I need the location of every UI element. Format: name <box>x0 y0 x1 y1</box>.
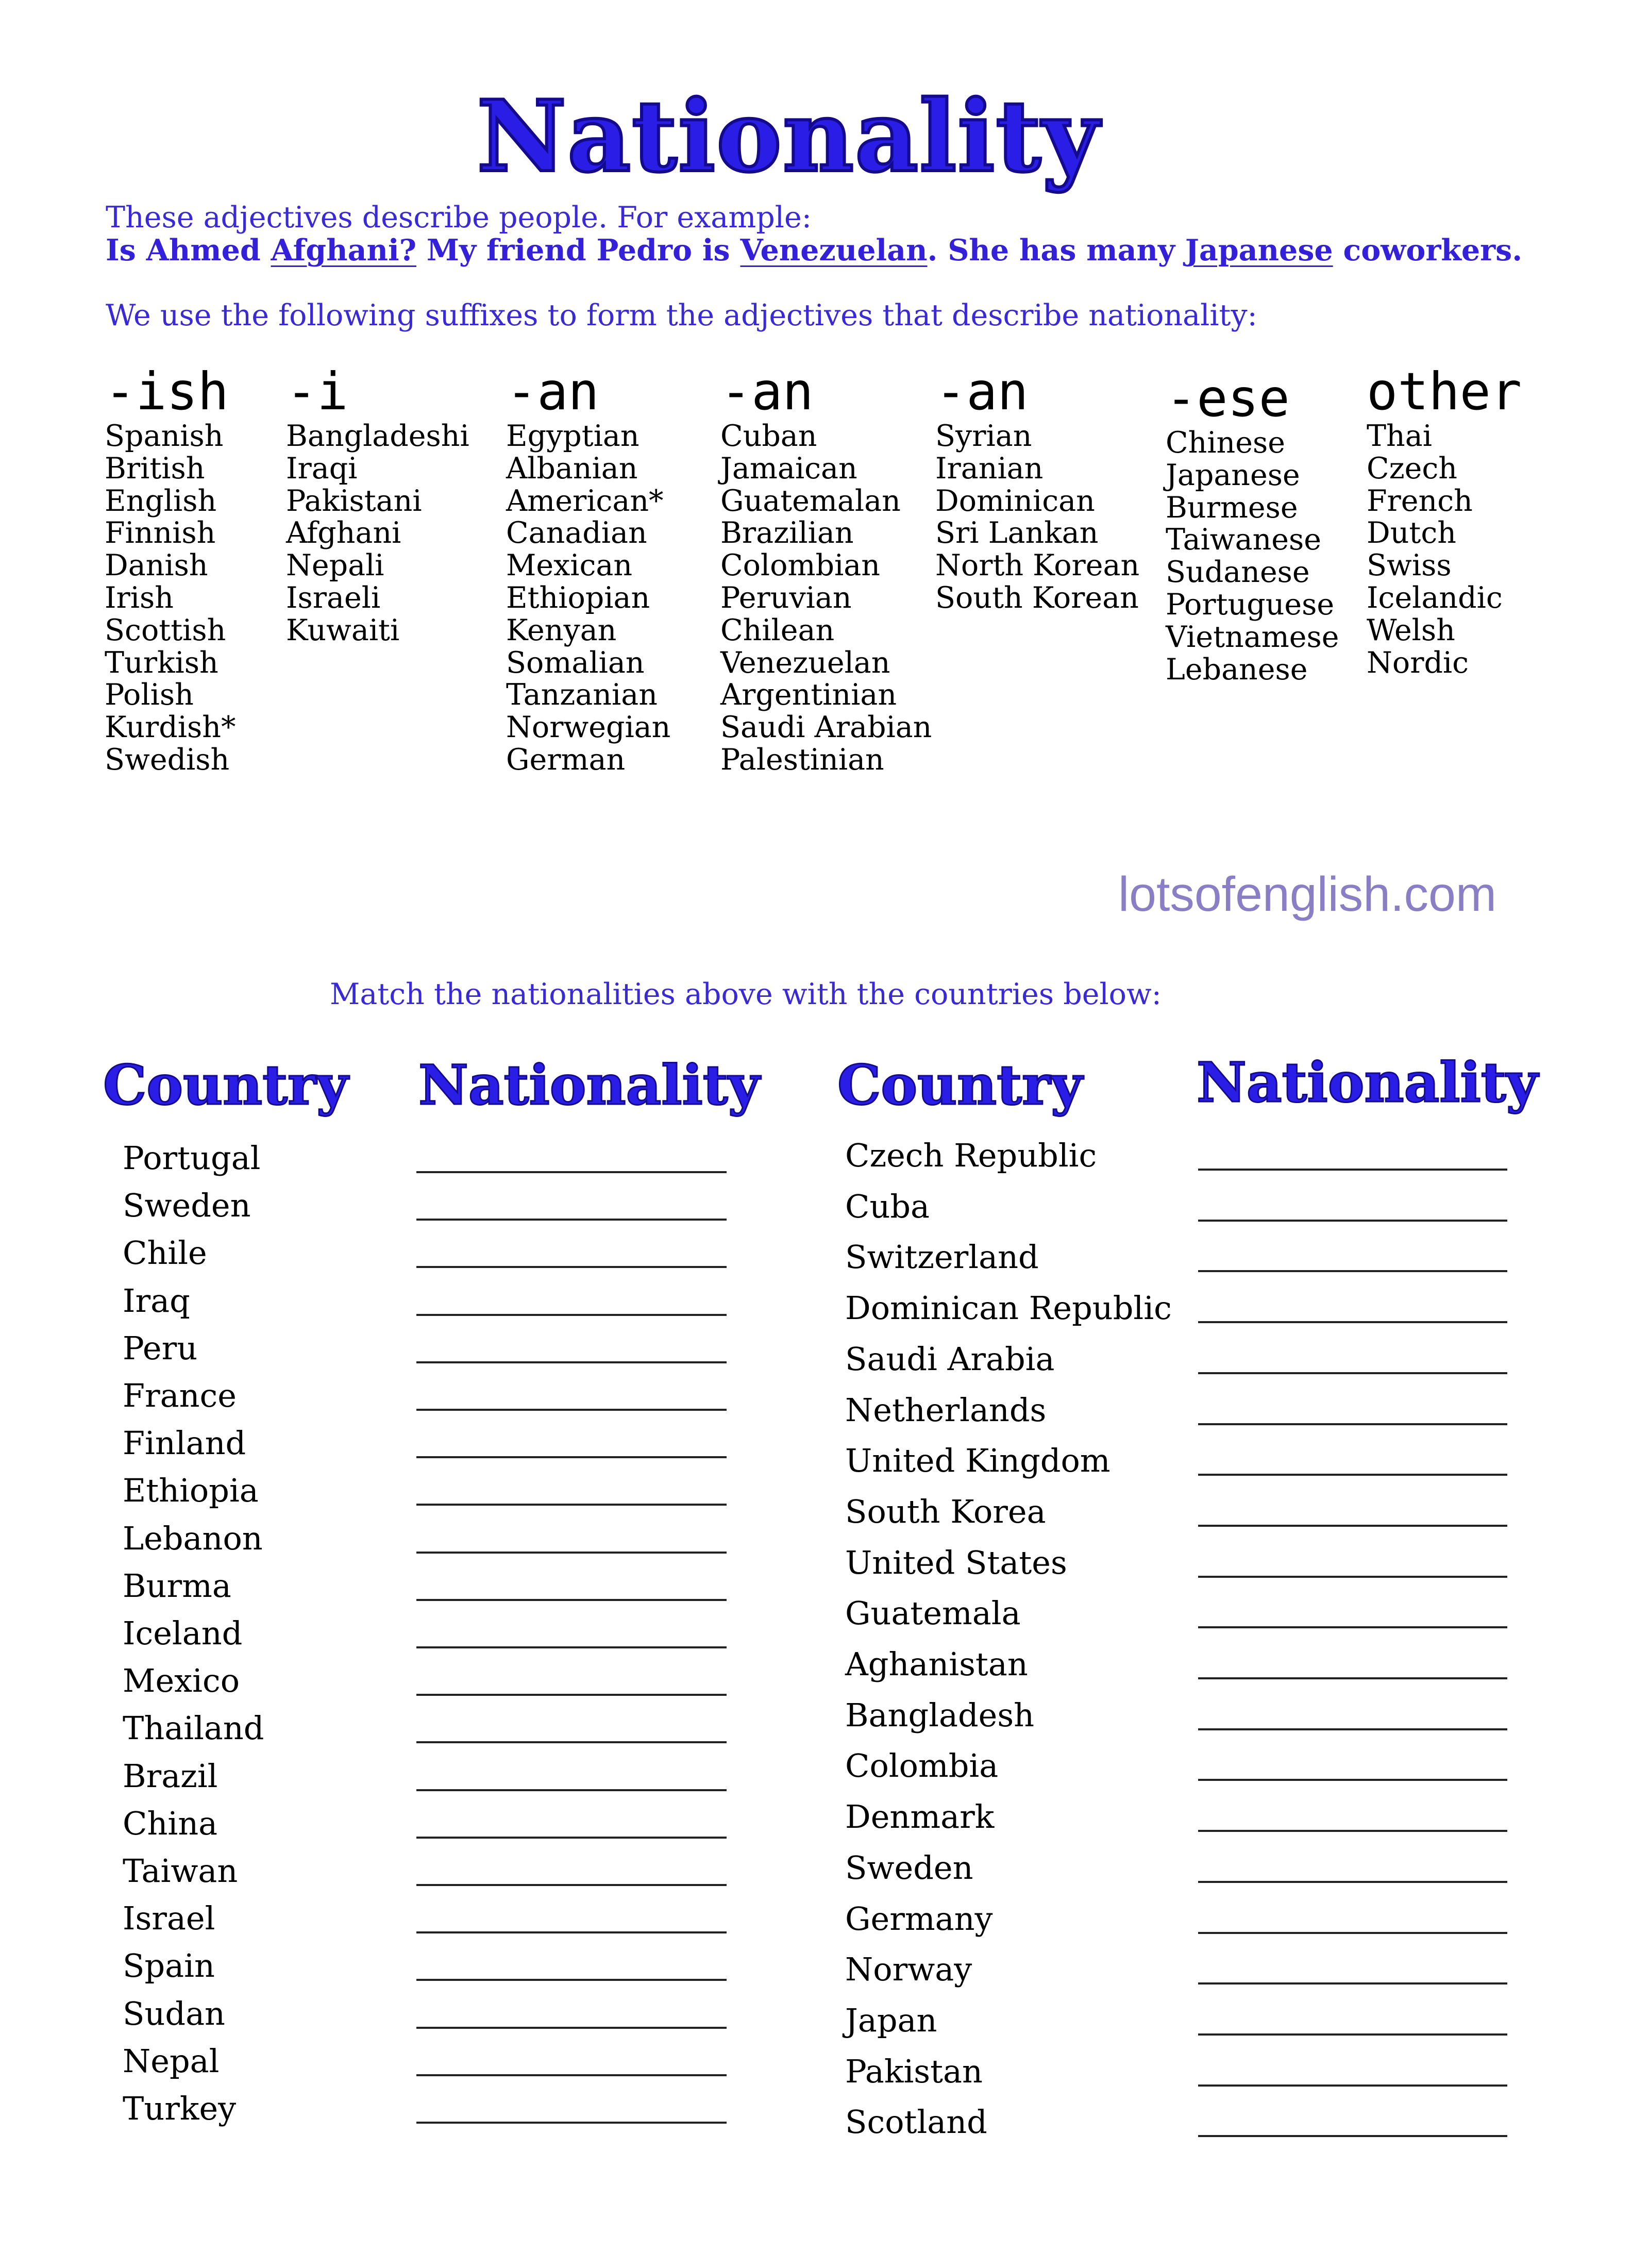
suffix-instruction: We use the following suffixes to form the adjectives that describe nationality: <box>106 298 1257 332</box>
country-name: Lebanon <box>123 1519 263 1557</box>
example-word: Venezuelan <box>740 233 928 268</box>
country-name: Thailand <box>123 1709 264 1747</box>
nationality-word: Icelandic <box>1367 580 1503 615</box>
answer-line[interactable] <box>416 1219 727 1221</box>
nationality-word: Saudi Arabian <box>720 710 932 745</box>
nationality-word: Polish <box>105 678 194 712</box>
answer-line[interactable] <box>1198 2084 1507 2087</box>
country-name: Germany <box>845 1899 993 1938</box>
country-name: Mexico <box>123 1662 240 1700</box>
nationality-word: American* <box>506 483 664 518</box>
answer-line[interactable] <box>1198 1270 1507 1272</box>
nationality-word: Finnish <box>105 516 216 551</box>
country-name: Scotland <box>845 2103 987 2141</box>
nationality-word: Venezuelan <box>720 645 890 680</box>
nationality-word: Turkish <box>105 645 218 680</box>
answer-line[interactable] <box>1198 1423 1507 1425</box>
country-name: Cuba <box>845 1187 930 1225</box>
country-name: Sweden <box>123 1187 251 1225</box>
suffix-heading: -an <box>506 361 599 422</box>
answer-line[interactable] <box>416 1409 727 1411</box>
nationality-word: Japanese <box>1166 458 1300 492</box>
nationality-word: Welsh <box>1367 613 1455 647</box>
nationality-word: Sri Lankan <box>935 516 1099 551</box>
country-name: China <box>123 1804 218 1842</box>
answer-line[interactable] <box>1198 1881 1507 1883</box>
nationality-word: Bangladeshi <box>286 419 469 453</box>
country-heading: Country <box>103 1053 348 1117</box>
nationality-word: Mexican <box>506 548 633 583</box>
nationality-word: Brazilian <box>720 516 854 551</box>
nationality-word: Ethiopian <box>506 580 650 615</box>
country-name: Portugal <box>123 1139 261 1177</box>
match-instruction: Match the nationalities above with the countries below: <box>330 977 1162 1011</box>
nationality-word: Kenyan <box>506 613 617 647</box>
nationality-word: Syrian <box>935 419 1032 453</box>
nationality-word: Lebanese <box>1166 652 1308 687</box>
answer-line[interactable] <box>416 1599 727 1601</box>
country-name: Sweden <box>845 1848 973 1887</box>
answer-line[interactable] <box>416 1837 727 1839</box>
answer-line[interactable] <box>416 1979 727 1981</box>
country-name: Guatemala <box>845 1594 1021 1632</box>
nationality-word: Danish <box>105 548 208 583</box>
nationality-word: Chinese <box>1166 426 1285 460</box>
left-country-list <box>123 0 793 2268</box>
country-name: Turkey <box>123 2090 237 2127</box>
example-text: My friend Pedro is <box>416 233 741 268</box>
answer-line[interactable] <box>1198 1474 1507 1476</box>
suffix-column <box>1367 363 1522 679</box>
nationality-word: Sudanese <box>1166 555 1310 590</box>
nationality-heading: Nationality <box>418 1053 760 1117</box>
country-name: Chile <box>123 1234 207 1272</box>
suffix-heading: -ese <box>1166 368 1290 428</box>
country-name: Brazil <box>123 1757 218 1795</box>
example-text: Is Ahmed <box>106 233 271 268</box>
nationality-word: Dutch <box>1367 516 1456 551</box>
nationality-word: Guatemalan <box>720 483 901 518</box>
country-name: Saudi Arabia <box>845 1340 1055 1378</box>
answer-line[interactable] <box>1198 1932 1507 1934</box>
country-name: Japan <box>845 2001 937 2039</box>
answer-line[interactable] <box>416 1931 727 1933</box>
nationality-heading: Nationality <box>1197 1050 1538 1114</box>
nationality-word: North Korean <box>935 548 1140 583</box>
nationality-word: Czech <box>1367 451 1458 486</box>
answer-line[interactable] <box>1198 2135 1507 2137</box>
answer-line[interactable] <box>416 1456 727 1458</box>
nationality-word: Thai <box>1367 419 1432 453</box>
nationality-word: French <box>1367 483 1473 518</box>
nationality-word: Norwegian <box>506 710 671 745</box>
nationality-word: Nepali <box>286 548 384 583</box>
answer-line[interactable] <box>416 2122 727 2124</box>
answer-line[interactable] <box>1198 1220 1507 1222</box>
nationality-word: Israeli <box>286 580 381 615</box>
answer-line[interactable] <box>416 1646 727 1648</box>
nationality-word: Cuban <box>720 419 817 453</box>
answer-line[interactable] <box>1198 1982 1507 1985</box>
country-name: Israel <box>123 1899 215 1938</box>
nationality-word: Somalian <box>506 645 645 680</box>
nationality-word: Chilean <box>720 613 835 647</box>
example-word: Afghani? <box>271 233 417 268</box>
country-name: Nepal <box>123 2042 220 2080</box>
nationality-word: Colombian <box>720 548 880 583</box>
country-name: Bangladesh <box>845 1696 1035 1734</box>
nationality-word: Taiwanese <box>1166 523 1322 557</box>
country-name: Burma <box>123 1566 231 1605</box>
right-country-list <box>845 0 1206 2268</box>
answer-line[interactable] <box>1198 1321 1507 1323</box>
suffix-heading: other <box>1367 361 1522 422</box>
nationality-word: Kuwaiti <box>286 613 400 647</box>
intro-line: These adjectives describe people. For example: <box>106 201 812 235</box>
nationality-word: Dominican <box>935 483 1095 518</box>
word-list <box>1367 420 1522 679</box>
nationality-word: Vietnamese <box>1166 620 1339 654</box>
answer-line[interactable] <box>416 2074 727 2076</box>
nationality-word: Albanian <box>506 451 638 486</box>
nationality-word: South Korean <box>935 580 1139 615</box>
nationality-word: Afghani <box>286 516 401 551</box>
suffix-heading: -i <box>286 361 348 422</box>
country-name: Ethiopia <box>123 1472 259 1510</box>
country-name: Pakistan <box>845 2052 983 2090</box>
suffix-heading: -an <box>720 361 814 422</box>
nationality-word: Swedish <box>105 742 230 777</box>
country-name: Sudan <box>123 1994 225 2032</box>
country-name: Colombia <box>845 1747 999 1785</box>
answer-line[interactable] <box>1198 1372 1507 1374</box>
example-text: . She has many <box>927 233 1185 268</box>
nationality-word: Iraqi <box>286 451 358 486</box>
website-label: lotsofenglish.com <box>1118 867 1496 922</box>
country-name: Spain <box>123 1947 215 1985</box>
example-word: Japanese <box>1185 233 1333 268</box>
nationality-word: German <box>506 742 626 777</box>
nationality-word: Irish <box>105 580 174 615</box>
suffix-heading: -ish <box>105 361 229 422</box>
answer-line[interactable] <box>1198 1576 1507 1578</box>
nationality-word: Tanzanian <box>506 678 658 712</box>
country-name: Denmark <box>845 1798 995 1836</box>
nationality-word: Iranian <box>935 451 1044 486</box>
country-name: Aghanistan <box>845 1645 1028 1683</box>
country-name: Finland <box>123 1424 246 1462</box>
country-name: South Korea <box>845 1492 1046 1530</box>
answer-line[interactable] <box>416 1789 727 1791</box>
answer-line[interactable] <box>416 1504 727 1506</box>
page-title: Nationality <box>477 79 1100 194</box>
nationality-word: Peruvian <box>720 580 852 615</box>
country-name: Iraq <box>123 1281 190 1320</box>
country-name: Czech Republic <box>845 1137 1097 1174</box>
nationality-word: English <box>105 483 217 518</box>
nationality-word: Spanish <box>105 419 224 453</box>
answer-line[interactable] <box>416 1266 727 1268</box>
nationality-word: Burmese <box>1166 490 1298 525</box>
answer-line[interactable] <box>416 1171 727 1173</box>
suffix-heading: -an <box>935 361 1029 422</box>
answer-line[interactable] <box>1198 1830 1507 1832</box>
answer-line[interactable] <box>1198 2033 1507 2036</box>
country-name: Peru <box>123 1329 198 1367</box>
answer-line[interactable] <box>1198 1626 1507 1628</box>
nationality-word: Kurdish* <box>105 710 236 745</box>
nationality-word: Palestinian <box>720 742 884 777</box>
answer-line[interactable] <box>416 2027 727 2029</box>
nationality-word: Pakistani <box>286 483 422 518</box>
nationality-word: Jamaican <box>720 451 857 486</box>
country-name: United Kingdom <box>845 1442 1110 1480</box>
answer-line[interactable] <box>1198 1525 1507 1527</box>
nationality-word: Canadian <box>506 516 647 551</box>
answer-line[interactable] <box>416 1314 727 1316</box>
answer-line[interactable] <box>1198 1169 1507 1171</box>
country-name: Taiwan <box>123 1852 238 1890</box>
country-heading: Country <box>837 1053 1083 1117</box>
nationality-word: Portuguese <box>1166 587 1335 622</box>
answer-line[interactable] <box>416 1361 727 1363</box>
country-name: Switzerland <box>845 1238 1039 1276</box>
country-name: United States <box>845 1543 1067 1581</box>
nationality-word: Swiss <box>1367 548 1452 583</box>
answer-line[interactable] <box>1198 1728 1507 1730</box>
nationality-word: Nordic <box>1367 645 1469 680</box>
answer-line[interactable] <box>416 1884 727 1886</box>
answer-line[interactable] <box>416 1552 727 1554</box>
answer-line[interactable] <box>1198 1779 1507 1781</box>
nationality-word: Egyptian <box>506 419 640 453</box>
country-name: Netherlands <box>845 1391 1047 1429</box>
country-name: Iceland <box>123 1614 243 1652</box>
country-name: Dominican Republic <box>845 1289 1172 1327</box>
country-name: France <box>123 1377 237 1414</box>
country-name: Norway <box>845 1950 972 1989</box>
example-text: coworkers. <box>1333 233 1523 268</box>
nationality-word: Scottish <box>105 613 226 647</box>
answer-line[interactable] <box>416 1741 727 1743</box>
answer-line[interactable] <box>416 1694 727 1696</box>
answer-line[interactable] <box>1198 1677 1507 1679</box>
nationality-word: Argentinian <box>720 678 897 712</box>
nationality-word: British <box>105 451 205 486</box>
